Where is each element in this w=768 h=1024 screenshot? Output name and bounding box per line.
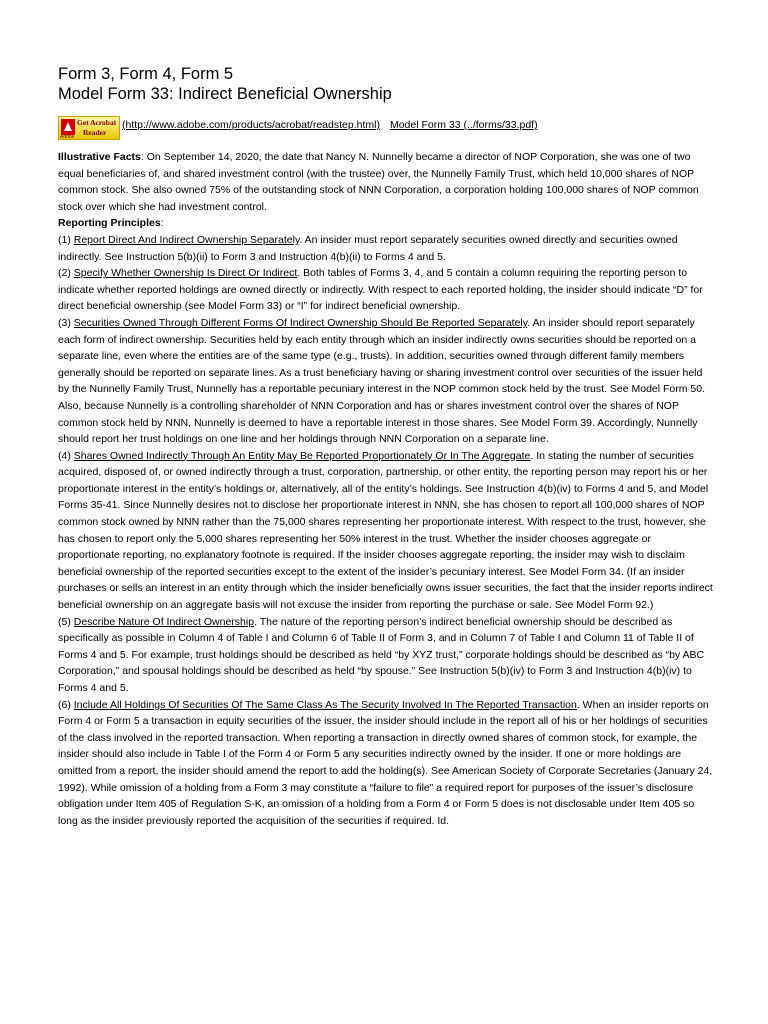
principle-heading: Report Direct And Indirect Ownership Separately [73, 233, 300, 246]
get-acrobat-reader-button[interactable] [58, 116, 120, 140]
principle-number: (1) [58, 233, 74, 246]
model-form-33-link[interactable]: Model Form 33 (../forms/33.pdf) [389, 119, 538, 131]
acrobat-badge-text-1: Get Acrobat [77, 118, 117, 127]
acrobat-badge-text-3: Adobe [60, 134, 75, 140]
principle-heading: Describe Nature Of Indirect Ownership [73, 615, 255, 628]
acrobat-pdf-icon [61, 119, 75, 135]
principle-1 [58, 232, 714, 265]
reporting-principles-label: Reporting Principles [58, 217, 161, 230]
reporting-principles-heading [58, 215, 714, 232]
title-line-2: Model Form 33: Indirect Beneficial Ownership [58, 85, 392, 103]
principle-heading: Specify Whether Ownership Is Direct Or Indirect [73, 267, 298, 280]
principle-text: . An insider must report separately securities owned directly and securities owned indirectly. See Instruction 5(b)(ii) to Form 3 and Instruction 4(b)(ii) to Forms 4 and 5. [58, 233, 678, 263]
illustrative-facts-label: Illustrative Facts [58, 151, 141, 163]
acrobat-url-link[interactable]: (http://www.adobe.com/products/acrobat/readstep.html) [122, 119, 380, 131]
principle-5 [58, 614, 714, 697]
principle-heading: Include All Holdings Of Securities Of The Same Class As The Security Involved In The Reported Transaction [73, 698, 577, 711]
principle-text: . The nature of the reporting person’s indirect beneficial ownership should be described as specifically as possible in Column 4 of Table I and Column 6 of Table II of Form 3, and in Column 7 of Table I and Column 11 of Table II of Forms 4 and 5. For example, trust holdings should be described as held “by XYZ trust,” corporate holdings should be described as “by ABC Corporation,” and spousal holdings should be described as held “by spouse.” See Instruction 5(b)(iv) to Form 3 and Instruction 4(b)(iv) to Forms 4 and 5. [58, 615, 705, 694]
document-page [58, 64, 714, 829]
principle-number: (3) [58, 316, 74, 329]
principle-6 [58, 697, 714, 830]
title-line-1: Form 3, Form 4, Form 5 [58, 65, 234, 83]
principle-number: (2) [58, 267, 74, 280]
principle-2 [58, 265, 714, 315]
principle-3 [58, 315, 714, 448]
principle-text: . In stating the number of securities acquired, disposed of, or owned indirectly through a trust, corporation, partnership, or other entity, the reporting person may report his or her proportionate interest in the entity’s holdings or, alternatively, all of the entity’s holdings. See Instruction 4(b)(iv) to Forms 4 and 5, and Model Forms 35-41. Since Nunnelly desires not to disclose her proportionate interest in NNN, she has chosen to report all 100,000 shares of NOP common stock owned by NNN rather than the 75,000 shares representing her proportionate interest. With respect to the trust, however, she has chosen to report only the 5,000 shares representing her 50% interest in the trust. Whether the insider chooses aggregate or proportionate reporting, no explanatory footnote is required. If the insider chooses aggregate reporting, the insider may wish to disclaim beneficial ownership of the reported securities except to the extent of the insider’s pecuniary interest. See Model Form 34. (If an insider purchases or sells an interest in an entity through which the insider beneficially owns issuer securities, the fact that the insider reports indirect beneficial ownership on an aggregate basis will not excuse the insider from reporting the purchase or sale. See Model Form 92.) [58, 449, 713, 612]
principle-number: (5) [58, 615, 74, 628]
acrobat-badge-text-2: Reader [83, 128, 107, 137]
principle-heading: Shares Owned Indirectly Through An Entity May Be Reported Proportionately Or In The Aggregate [73, 449, 531, 462]
illustrative-facts-paragraph [58, 149, 714, 215]
principle-text: . When an insider reports on Form 4 or Form 5 a transaction in equity securities of the issuer, the insider should include in the report all of his or her holdings of securities of the class involved in the reported transaction. When reporting a transaction in directly owned shares of common stock, for example, the insider should also include in Table I of the Form 4 or Form 5 any securities indirectly owned by the insider. If one or more holdings are omitted from a report, the insider should amend the report to add the holding(s). See American Society of Corporate Secretaries (January 24, 1992). While omission of a holding from a Form 3 may constitute a “failure to file” a required report for purposes of the issuer’s disclosure obligation under Item 405 of Regulation S-K, an omission of a holding from a Form 4 or Form 5 does is not disclosable under Item 405 so long as the insider previously reported the acquisition of the securities if required. Id. [58, 698, 713, 827]
links-row [58, 116, 714, 140]
principle-number: (6) [58, 698, 74, 711]
document-body [58, 149, 714, 829]
page-title [58, 64, 714, 104]
principle-4 [58, 448, 714, 614]
principle-text: . Both tables of Forms 3, 4, and 5 contain a column requiring the reporting person to indicate whether reported holdings are owned directly or indirectly. With respect to each reported holding, the insider should indicate “D” for direct beneficial ownership (see Model Form 33) or “I” for indirect beneficial ownership. [58, 267, 703, 313]
reporting-principles-colon: : [160, 217, 164, 230]
principle-number: (4) [58, 449, 74, 462]
principle-text: . An insider should report separately each form of indirect ownership. Securities held by each entity through which an insider indirectly owns securities should be reported on a separate line, even where the entities are of the same type (e.g., trusts). In addition, securities owned through different family members generally should be reported on separate lines. As a trust beneficiary having or sharing investment control over securities of the issuer held by the Nunnelly Family Trust, Nunnelly has a reportable pecuniary interest in the NOP common stock held by the trust. See Model Form 50. Also, because Nunnelly is a controlling shareholder of NNN Corporation and has or shares investment control over the shares of NOP common stock held by NNN, Nunnelly is deemed to have a reportable interest in those shares. See Model Form 39. Accordingly, Nunnelly should report her trust holdings on one line and her holdings through NNN Corporation on a separate line. [58, 316, 706, 446]
principle-heading: Securities Owned Through Different Forms Of Indirect Ownership Should Be Reported Separately [73, 316, 528, 329]
illustrative-facts-text: : On September 14, 2020, the date that Nancy N. Nunnelly became a director of NOP Corporation, she was one of two equal beneficiaries of, and shared investment control (with the trustee) over, the Nunnelly Family Trust, which held 10,000 shares of NOP common stock. She also owned 75% of the outstanding stock of NNN Corporation, a corporation holding 100,000 shares of NOP common stock over which she had investment control. [58, 151, 699, 213]
